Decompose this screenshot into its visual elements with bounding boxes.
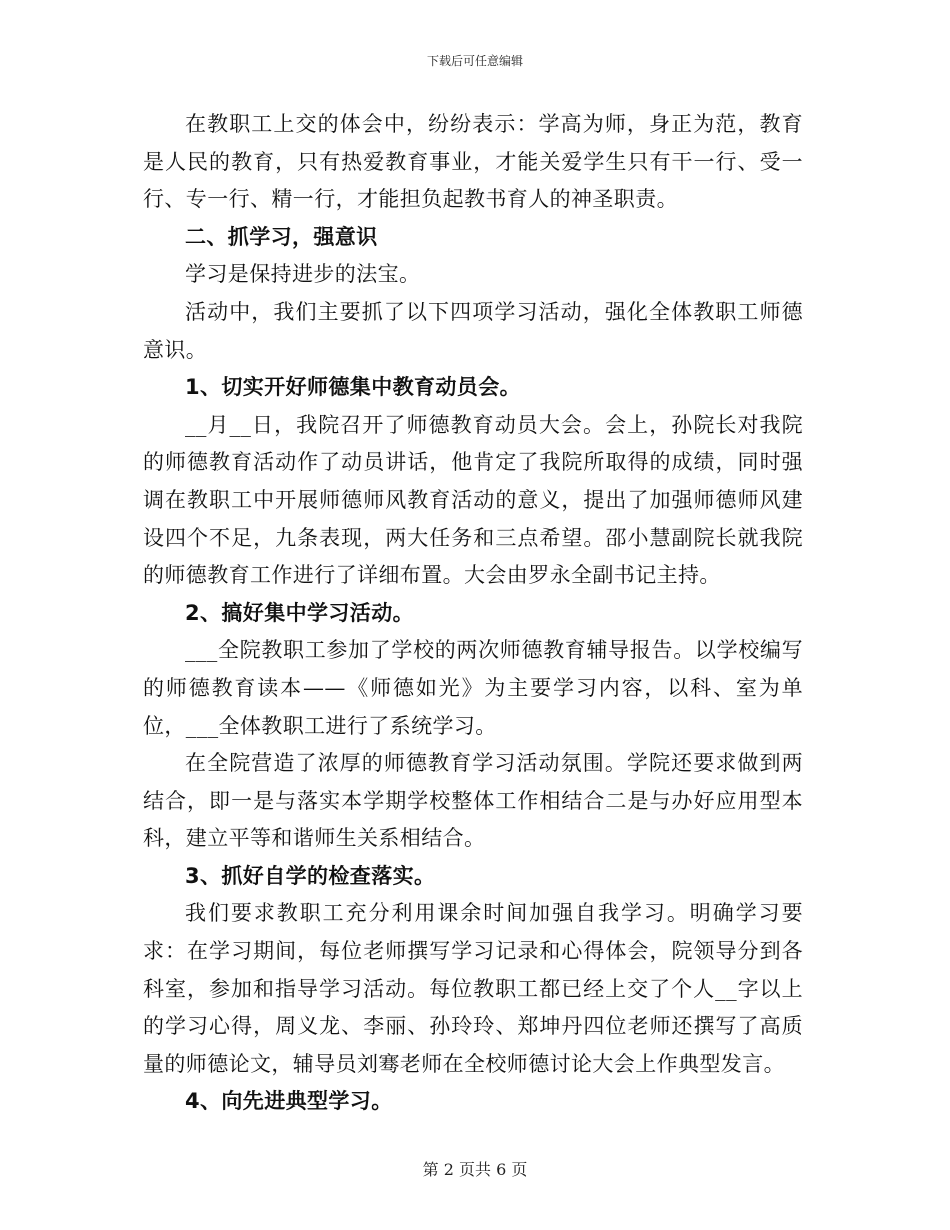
subsection-heading: 4、向先进典型学习。 [185, 1089, 393, 1114]
paragraph: 学习是保持进步的法宝。 [185, 262, 421, 287]
paragraph: 活动中，我们主要抓了以下四项学习活动，强化全体教职工师德意识。 [143, 299, 803, 362]
paragraph: 在教职工上交的体会中，纷纷表示：学高为师，身正为范，教育是人民的教育，只有热爱教育事业，才能关爱学生只有干一行、受一行、专一行、精一行，才能担负起教书育人的神圣职责。 [143, 112, 803, 212]
subsection-heading: 2、搞好集中学习活动。 [185, 600, 415, 625]
paragraph: 在全院营造了浓厚的师德教育学习活动氛围。学院还要求做到两结合，即一是与落实本学期学校整体工作相结合二是与办好应用型本科，建立平等和谐师生关系相结合。 [143, 751, 803, 851]
document-body [143, 106, 803, 1121]
subsection-heading: 1、切实开好师德集中教育动员会。 [185, 375, 522, 400]
paragraph: 我们要求教职工充分利用课余时间加强自我学习。明确学习要求：在学习期间，每位老师撰写学习记录和心得体会，院领导分到各科室，参加和指导学习活动。每位教职工都已经上交了个人__字以上的学习心得，周义龙、李丽、孙玲玲、郑坤丹四位老师还撰写了高质量的师德论文，辅导员刘骞老师在全校师德讨论大会上作典型发言。 [143, 901, 803, 1076]
section-heading: 二、抓学习，强意识 [185, 224, 378, 249]
paragraph: ___全院教职工参加了学校的两次师德教育辅导报告。以学校编写的师德教育读本——《师德如光》为主要学习内容，以科、室为单位，___全体教职工进行了系统学习。 [143, 638, 803, 738]
page-header: 下载后可任意编辑 [426, 54, 523, 68]
page-footer: 第 2 页共 6 页 [422, 1160, 528, 1179]
subsection-heading: 3、抓好自学的检查落实。 [185, 863, 436, 888]
paragraph: __月__日，我院召开了师德教育动员大会。会上，孙院长对我院的师德教育活动作了动员讲话，他肯定了我院所取得的成绩，同时强调在教职工中开展师德师风教育活动的意义，提出了加强师德师风建设四个不足，九条表现，两大任务和三点希望。邵小慧副院长就我院的师德教育工作进行了详细布置。大会由罗永全副书记主持。 [143, 412, 803, 588]
